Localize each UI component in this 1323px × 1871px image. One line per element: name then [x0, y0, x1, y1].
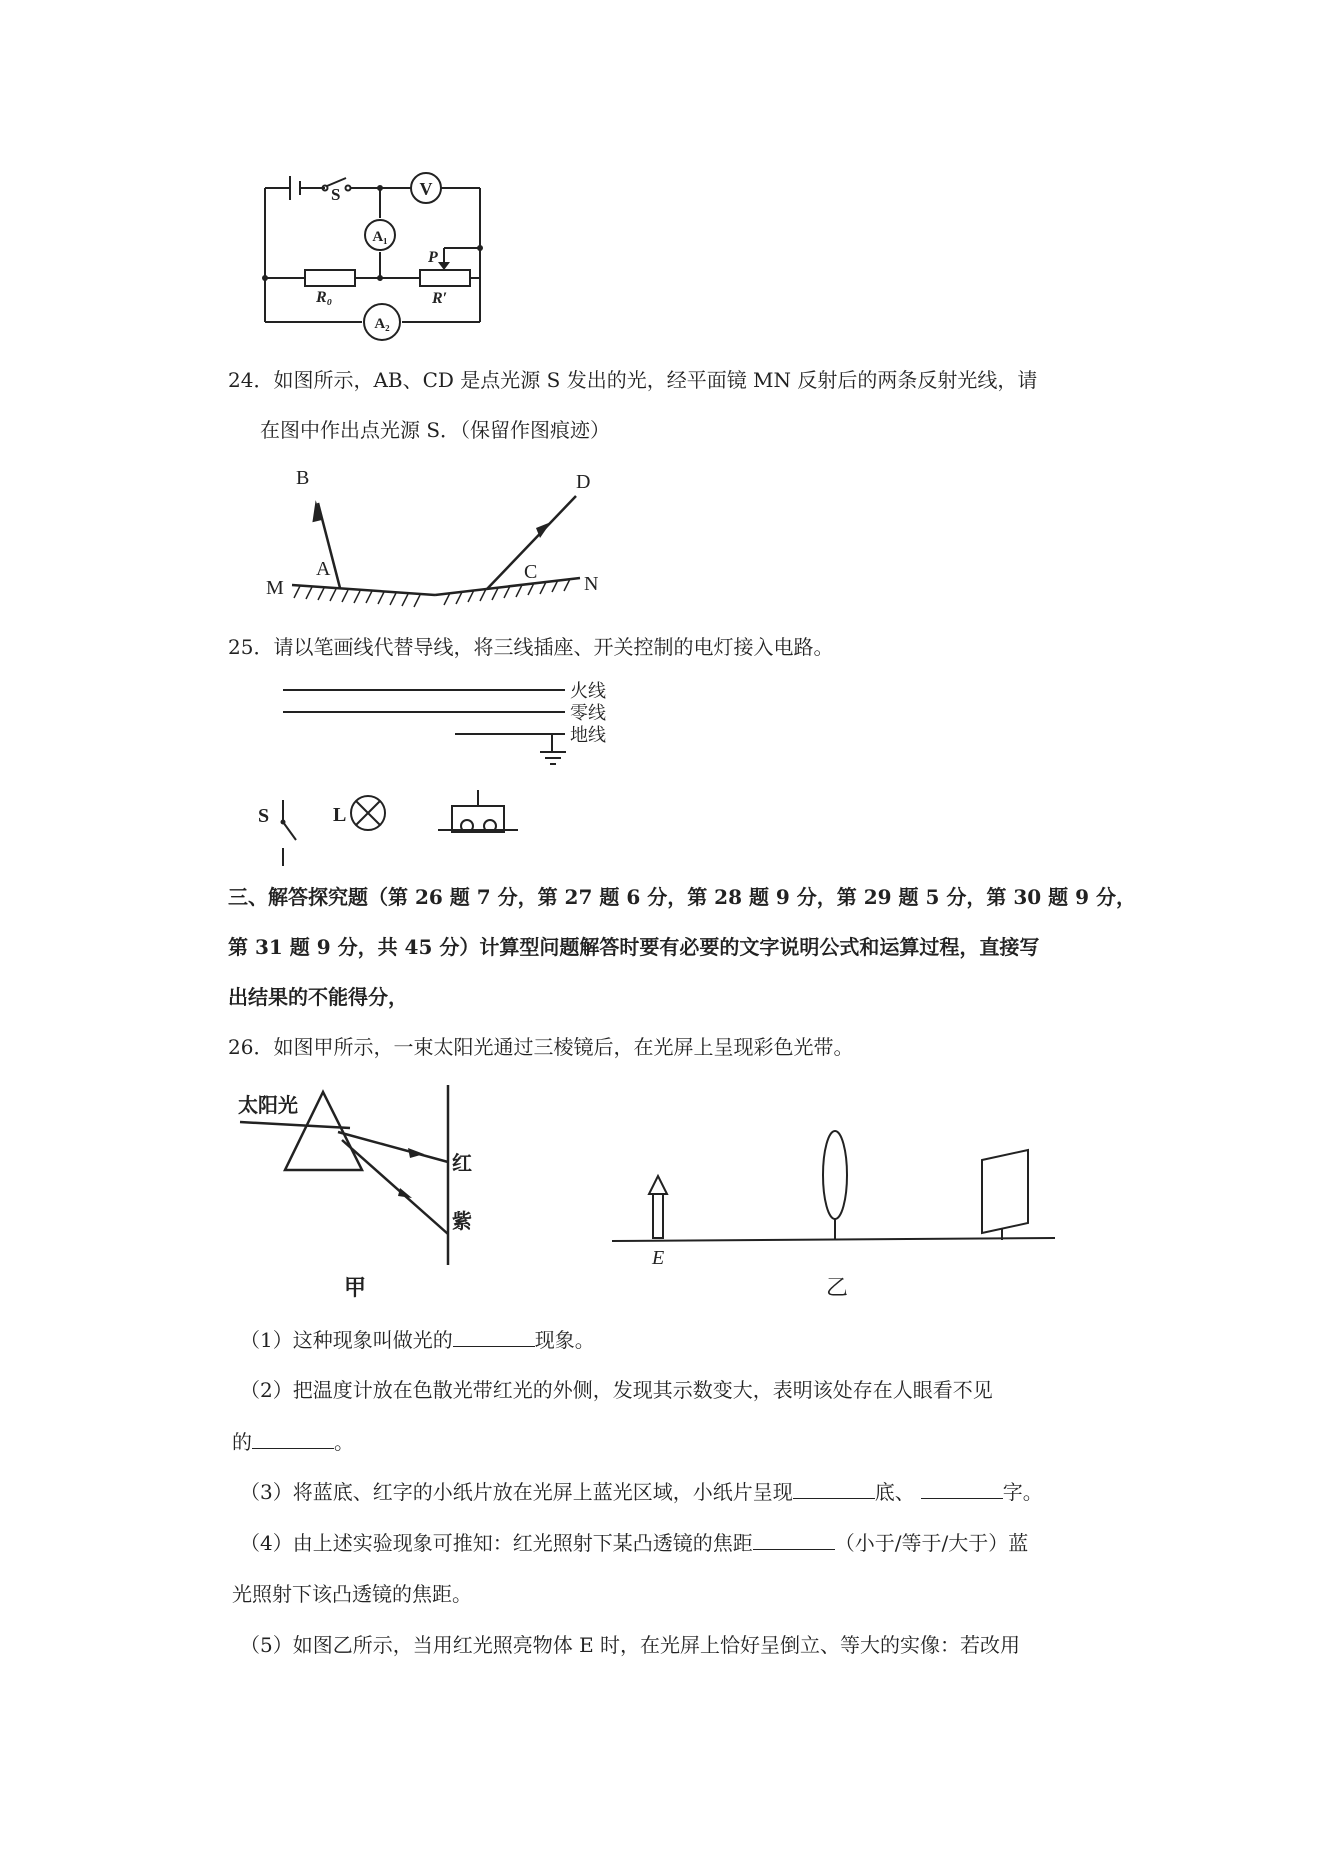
q26-part1-a: （1）这种现象叫做光的: [240, 1328, 453, 1352]
neutral-wire-label: 零线: [570, 703, 606, 723]
point-b: B: [296, 467, 310, 489]
caption-jia: 甲: [344, 1275, 367, 1300]
point-c: C: [524, 561, 538, 583]
q26-part1-b: 现象。: [534, 1328, 595, 1352]
caption-yi: 乙: [826, 1275, 849, 1300]
q26-part1: [240, 1328, 595, 1352]
q26-part2-c: 。: [334, 1430, 354, 1454]
switch-label: S: [331, 185, 341, 204]
section3-line3: 出结果的不能得分，: [228, 985, 408, 1009]
q25-text: 25．请以笔画线代替导线，将三线插座、开关控制的电灯接入电路。: [228, 635, 834, 659]
voltmeter-label: V: [419, 179, 433, 199]
q26-part4-c: 光照射下该凸透镜的焦距。: [232, 1582, 472, 1606]
rprime-label: R′: [432, 290, 448, 307]
point-n: N: [584, 573, 599, 595]
section3-line1: 三、解答探究题（第 26 题 7 分，第 27 题 6 分，第 28 题 9 分，第 29 题 5 分，第 30 题 9 分，: [228, 885, 1136, 909]
q26-part2-a: （2）把温度计放在色散光带红光的外侧，发现其示数变大，表明该处存在人眼看不见: [240, 1378, 993, 1402]
answer-blank-3[interactable]: [793, 1480, 875, 1499]
ammeter1-label: A₁: [372, 229, 388, 245]
answer-blank-1[interactable]: [453, 1328, 535, 1347]
r0-label: R₀: [316, 289, 333, 306]
q24-line2: 在图中作出点光源 S．（保留作图痕迹）: [260, 418, 611, 442]
point-a: A: [316, 558, 331, 580]
q26-part4-b: （小于/等于/大于）蓝: [834, 1531, 1029, 1555]
sunlight-label: 太阳光: [238, 1095, 298, 1117]
object-e-label: E: [652, 1247, 665, 1269]
point-d: D: [576, 471, 591, 493]
q26-part4-a: （4）由上述实验现象可推知：红光照射下某凸透镜的焦距: [240, 1531, 753, 1555]
q26-part5: （5）如图乙所示，当用红光照亮物体 E 时，在光屏上恰好呈倒立、等大的实像：若改用: [240, 1633, 1021, 1657]
switch-s-label: S: [258, 805, 270, 827]
point-m: M: [266, 577, 284, 599]
answer-blank-5[interactable]: [753, 1531, 835, 1550]
q26-part3-b: 底、: [874, 1480, 915, 1504]
answer-blank-2[interactable]: [252, 1430, 334, 1449]
q26-part2-b: 的: [232, 1430, 252, 1454]
q26-intro: 26．如图甲所示，一束太阳光通过三棱镜后，在光屏上呈现彩色光带。: [228, 1035, 854, 1059]
ammeter2-label: A₂: [374, 316, 390, 332]
q26-part3-c: 字。: [1002, 1480, 1043, 1504]
answer-blank-4[interactable]: [921, 1480, 1003, 1499]
q26-part2: [232, 1430, 354, 1454]
q26-part4: [240, 1531, 1028, 1555]
q26-part3: [240, 1480, 1043, 1504]
p-label: P: [428, 249, 438, 266]
ground-wire-label: 地线: [570, 725, 606, 745]
live-wire-label: 火线: [570, 681, 606, 701]
red-label: 红: [452, 1153, 472, 1175]
lamp-l-label: L: [333, 804, 347, 826]
section3-line2: 第 31 题 9 分，共 45 分）计算型问题解答时要有必要的文字说明公式和运算过程，直接写: [228, 935, 1040, 959]
q26-part3-a: （3）将蓝底、红字的小纸片放在光屏上蓝光区域，小纸片呈现: [240, 1480, 793, 1504]
q24-line1: 24．如图所示，AB、CD 是点光源 S 发出的光，经平面镜 MN 反射后的两条反射光线，请: [228, 368, 1038, 392]
purple-label: 紫: [452, 1211, 472, 1233]
